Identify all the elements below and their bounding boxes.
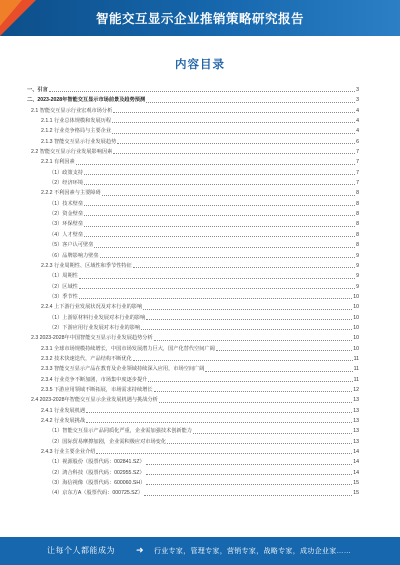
toc-leader-dots [112,122,355,123]
toc-entry[interactable] [27,333,359,343]
toc-entry-text: （2）资金壁垒 [49,211,84,218]
toc-entry-text: 2.1.1 行业总体规模和发展历程 [41,118,112,125]
toc-entry-page: 14 [353,469,359,476]
toc-leader-dots [79,288,355,289]
toc-entry-page: 11 [353,355,359,362]
toc-entry-text: （1）周期性 [49,273,78,280]
toc-entry-page: 8 [356,221,359,228]
toc-leader-dots [86,422,352,423]
toc-entry[interactable] [27,188,359,198]
toc-entry[interactable] [27,219,359,229]
toc-leader-dots [84,174,355,175]
toc-leader-dots [133,267,355,268]
toc-entry[interactable] [27,199,359,209]
toc-entry-page: 10 [353,345,359,352]
toc-leader-dots [84,236,355,237]
toc-entry[interactable] [27,240,359,250]
toc-entry-text: 2.3 2023-2028年中国智能交互显示行业发展趋势分析 [31,335,153,342]
toc-entry-page: 3 [356,87,359,93]
toc-entry[interactable] [27,106,359,116]
toc-leader-dots [133,360,353,361]
toc-entry-text: （2）下游应用行业发展对本行业的影响 [49,324,141,331]
toc-leader-dots [143,309,352,310]
toc-entry-page: 13 [353,428,359,435]
toc-entry[interactable] [27,251,359,261]
toc-leader-dots [146,464,353,465]
toc-entry-page: 15 [353,480,359,487]
toc-leader-dots [84,215,355,216]
footer-roles: 行业专家，管理专家，营销专家，战略专家，成功企业家…… [154,548,352,555]
toc-entry-text: （4）京东方A（股票代码：000725.SZ） [49,490,143,497]
toc-entry[interactable] [27,395,359,405]
toc-entry-page: 4 [356,107,359,114]
toc-leader-dots [113,112,355,113]
toc-entry[interactable] [27,230,359,240]
toc-leader-dots [76,164,355,165]
toc-entry-text: 2.3.1 全球市场规模持续增长，中国市场发展潜力巨大，国产化替代空间广阔 [41,345,215,352]
toc-entry[interactable] [27,85,359,95]
toc-entry-text: 2.4 2023-2028年智能交互显示企业发展机遇与挑战分析 [31,397,158,404]
toc-entry-text: （1）上游原材料行业发展对本行业的影响 [49,314,146,321]
toc-entry-text: 二、2023-2028年智能交互显示市场前景及趋势预测 [27,97,146,104]
toc-entry-text: 2.1.2 行业竞争格局与主要企业 [41,128,112,135]
toc-entry-page: 9 [356,273,359,280]
toc-entry-text: （2）经济环境 [49,180,84,187]
toc-entry-page: 9 [356,262,359,269]
toc-leader-dots [84,205,355,206]
toc-entry-text: （1）视源股份（股票代码：002841.SZ） [49,459,145,466]
toc-entry-text: （3）海信视像（股票代码：600060.SH） [49,480,146,487]
toc-leader-dots [84,226,355,227]
toc-entry-text: 2.2 智能交互显示行业发展影响因素 [31,149,113,156]
toc-entry-text: 2.3.4 行业竞争不断加剧，市场集中度逐步提升 [41,376,148,383]
toc-leader-dots [146,484,352,485]
toc-entry-text: 2.4.3 行业主要企业介绍 [41,449,96,456]
toc-entry-text: 2.4.1 行业发展机遇 [41,407,86,414]
toc-leader-dots [154,391,353,392]
toc-leader-dots [144,495,352,496]
toc-entry[interactable] [27,406,359,416]
toc-entry[interactable] [27,385,359,395]
toc-leader-dots [112,133,355,134]
table-of-contents [27,85,359,499]
toc-entry-text: 2.3.5 下游应用领域不断拓展，市场需求持续增长 [41,386,153,393]
toc-title: 内容目录 [175,59,225,71]
toc-entry-text: （4）人才壁垒 [49,231,84,238]
toc-entry[interactable] [27,437,359,447]
toc-leader-dots [154,340,353,341]
toc-entry-text: （1）政策支持 [49,169,84,176]
toc-entry[interactable] [27,323,359,333]
toc-entry-page: 9 [356,252,359,259]
toc-leader-dots [205,371,352,372]
toc-entry[interactable] [27,468,359,478]
toc-entry[interactable] [27,282,359,292]
toc-entry[interactable] [27,457,359,467]
toc-entry-text: （6）品牌影响力壁垒 [49,252,99,259]
report-title: 智能交互显示企业推销策略研究报告 [95,12,304,26]
toc-entry-page: 7 [356,149,359,156]
toc-entry-text: （2）鸿合科技（股票代码：002955.SZ） [49,469,145,476]
toc-entry-page: 8 [356,211,359,218]
toc-entry[interactable] [27,344,359,354]
toc-entry-text: （3）季节性 [49,293,78,300]
toc-leader-dots [148,381,352,382]
toc-entry-page: 10 [353,335,359,342]
toc-entry-page: 8 [356,190,359,197]
toc-entry[interactable] [27,271,359,281]
toc-entry-page: 13 [353,407,359,414]
toc-entry-text: （1）智能交互显示产品同质化严重，企业需加强技术创新能力 [49,428,192,435]
toc-entry-page: 4 [356,128,359,135]
toc-leader-dots [113,153,355,154]
toc-entry-page: 14 [353,459,359,466]
toc-entry[interactable] [27,178,359,188]
toc-leader-dots [100,257,356,258]
toc-leader-dots [117,143,355,144]
toc-leader-dots [86,412,352,413]
toc-entry-page: 15 [353,490,359,497]
toc-leader-dots [49,91,355,92]
toc-entry[interactable] [27,313,359,323]
footer-slogan: 让每个人都能成为 [47,546,115,555]
toc-entry-text: 一、引言 [27,87,48,93]
toc-entry-page: 10 [353,304,359,311]
toc-entry-page: 9 [356,283,359,290]
toc-entry-page: 13 [353,397,359,404]
toc-leader-dots [216,350,352,351]
toc-leader-dots [146,102,355,103]
toc-entry[interactable] [27,137,359,147]
toc-entry[interactable] [27,157,359,167]
toc-entry-text: （5）客户认可壁垒 [49,242,94,249]
toc-leader-dots [146,319,352,320]
toc-entry-page: 10 [353,293,359,300]
toc-entry-page: 3 [356,97,359,104]
toc-leader-dots [94,247,355,248]
toc-entry[interactable] [27,261,359,271]
toc-leader-dots [167,443,352,444]
toc-leader-dots [79,278,355,279]
toc-leader-dots [79,298,352,299]
toc-entry[interactable] [27,116,359,126]
toc-entry[interactable] [27,447,359,457]
toc-entry-text: （2）国际贸易摩擦加剧，企业需积极应对市场变化 [49,438,167,445]
toc-entry-page: 7 [356,159,359,166]
toc-leader-dots [102,195,355,196]
toc-entry-page: 8 [356,242,359,249]
toc-entry[interactable] [27,488,359,498]
toc-entry-page: 4 [356,118,359,125]
toc-leader-dots [193,433,352,434]
toc-entry-text: 2.2.2 不利因素与主要障碍 [41,190,101,197]
toc-entry-page: 7 [356,180,359,187]
toc-entry-page: 8 [356,231,359,238]
toc-entry[interactable] [27,126,359,136]
toc-entry-page: 10 [353,314,359,321]
toc-entry-page: 11 [353,376,359,383]
toc-entry-text: 2.4.2 行业发展挑战 [41,418,86,424]
toc-entry-text: （3）环保壁垒 [49,221,84,228]
toc-entry-page: 7 [356,169,359,176]
toc-entry-page: 13 [353,418,359,424]
toc-leader-dots [84,184,355,185]
toc-entry[interactable] [27,364,359,374]
toc-entry-text: 2.2.4 上下游行业发展状况及对本行业的影响 [41,304,143,311]
toc-entry-text: 2.3.2 技术快速迭代，产品结构不断优化 [41,355,132,362]
toc-entry-page: 11 [353,366,359,373]
toc-entry[interactable] [27,426,359,436]
toc-entry-text: 2.2.3 行业周期性、区域性和季节性特征 [41,262,132,269]
toc-entry-text: （2）区域性 [49,283,78,290]
toc-entry[interactable] [27,302,359,312]
toc-entry-text: 2.2.1 有利因素 [41,159,75,166]
arrow-icon: ➜ [136,545,144,555]
toc-entry-text: 2.1 智能交互显示行业宏观市场分析 [31,107,113,114]
toc-entry[interactable] [27,209,359,219]
toc-entry-page: 10 [353,324,359,331]
toc-entry[interactable] [27,95,359,105]
toc-entry[interactable] [27,168,359,178]
toc-leader-dots [146,474,353,475]
toc-leader-dots [159,402,352,403]
toc-entry-page: 12 [353,386,359,393]
toc-entry[interactable] [27,478,359,488]
toc-entry-text: （1）技术壁垒 [49,200,84,207]
page-header [0,0,400,36]
toc-entry-text: 2.3.3 智能交互显示产品在教育及企业领域持续深入应用，市场空间广阔 [41,366,205,373]
toc-leader-dots [96,453,352,454]
toc-entry-text: 2.1.3 智能交互显示行业发展趋势 [41,138,117,145]
page-footer [0,537,400,565]
toc-entry[interactable] [27,354,359,364]
toc-entry-page: 13 [353,438,359,445]
toc-entry-page: 8 [356,200,359,207]
toc-entry-page: 6 [356,138,359,145]
toc-entry[interactable] [27,416,359,426]
toc-entry[interactable] [27,375,359,385]
toc-leader-dots [141,329,352,330]
toc-entry-page: 14 [353,449,359,456]
toc-entry[interactable] [27,292,359,302]
toc-entry[interactable] [27,147,359,157]
